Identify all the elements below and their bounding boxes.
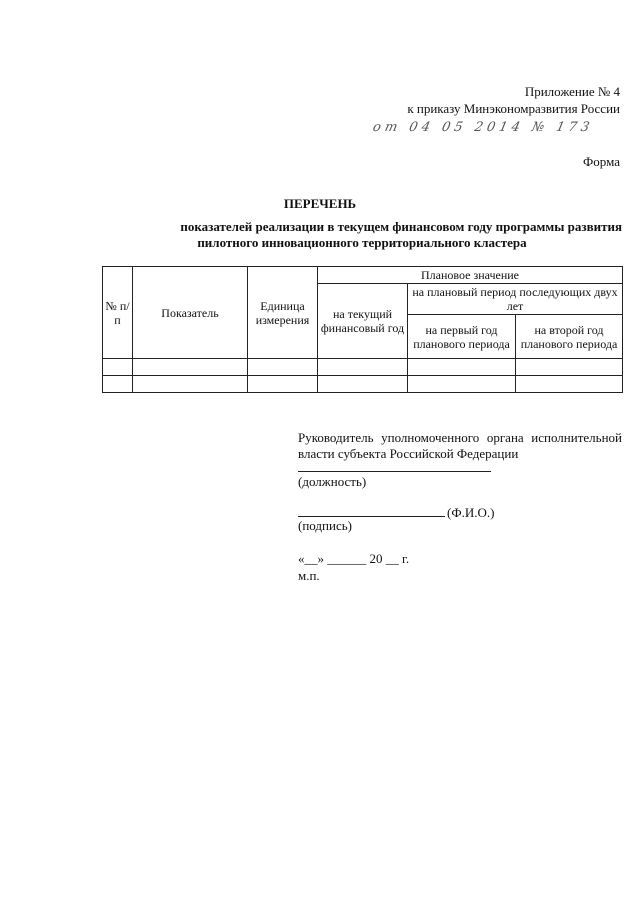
appendix-number: Приложение № 4 bbox=[524, 84, 620, 99]
header-unit: Единица измерения bbox=[248, 267, 318, 359]
stamp-label: м.п. bbox=[298, 568, 320, 583]
table-cell bbox=[516, 359, 623, 376]
table-cell bbox=[248, 376, 318, 393]
header-indicator: Показатель bbox=[133, 267, 248, 359]
fio-label: (Ф.И.О.) bbox=[447, 505, 495, 520]
header-number: № п/п bbox=[103, 267, 133, 359]
position-line bbox=[298, 470, 491, 472]
date-line: «__» ______ 20 __ г. bbox=[298, 551, 410, 566]
table-row bbox=[103, 359, 623, 376]
document-subtitle-line1: показателей реализации в текущем финансовом году программы развития bbox=[180, 219, 622, 234]
signature-label: (подпись) bbox=[298, 518, 352, 533]
header-current-year: на текущий финансовый год bbox=[318, 284, 408, 359]
table-cell bbox=[248, 359, 318, 376]
table-cell bbox=[103, 376, 133, 393]
table-cell bbox=[133, 359, 248, 376]
table-cell bbox=[408, 359, 516, 376]
head-of-authority-text: Руководитель уполномоченного органа исполнительной власти субъекта Российской Федерации bbox=[298, 430, 622, 461]
signature-line bbox=[298, 515, 445, 517]
header-second-year: на второй год планового периода bbox=[516, 315, 623, 359]
order-reference: к приказу Минэкономразвития России bbox=[407, 101, 620, 116]
table-cell bbox=[318, 376, 408, 393]
position-label: (должность) bbox=[298, 474, 367, 489]
form-label: Форма bbox=[583, 154, 620, 169]
table-cell bbox=[516, 376, 623, 393]
header-planned-value: Плановое значение bbox=[318, 267, 623, 284]
header-first-year: на первый год планового периода bbox=[408, 315, 516, 359]
document-title: ПЕРЕЧЕНЬ bbox=[283, 196, 357, 211]
table-cell bbox=[103, 359, 133, 376]
indicators-table bbox=[102, 266, 623, 393]
header-plan-period: на плановый период последующих двух лет bbox=[408, 284, 623, 315]
document-subtitle-line2: пилотного инновационного территориального кластера bbox=[197, 235, 527, 250]
table-cell bbox=[408, 376, 516, 393]
table-cell bbox=[133, 376, 248, 393]
table-cell bbox=[318, 359, 408, 376]
handwritten-date-number: от 04 05 2014 № 173 bbox=[371, 120, 595, 135]
table-row bbox=[103, 376, 623, 393]
